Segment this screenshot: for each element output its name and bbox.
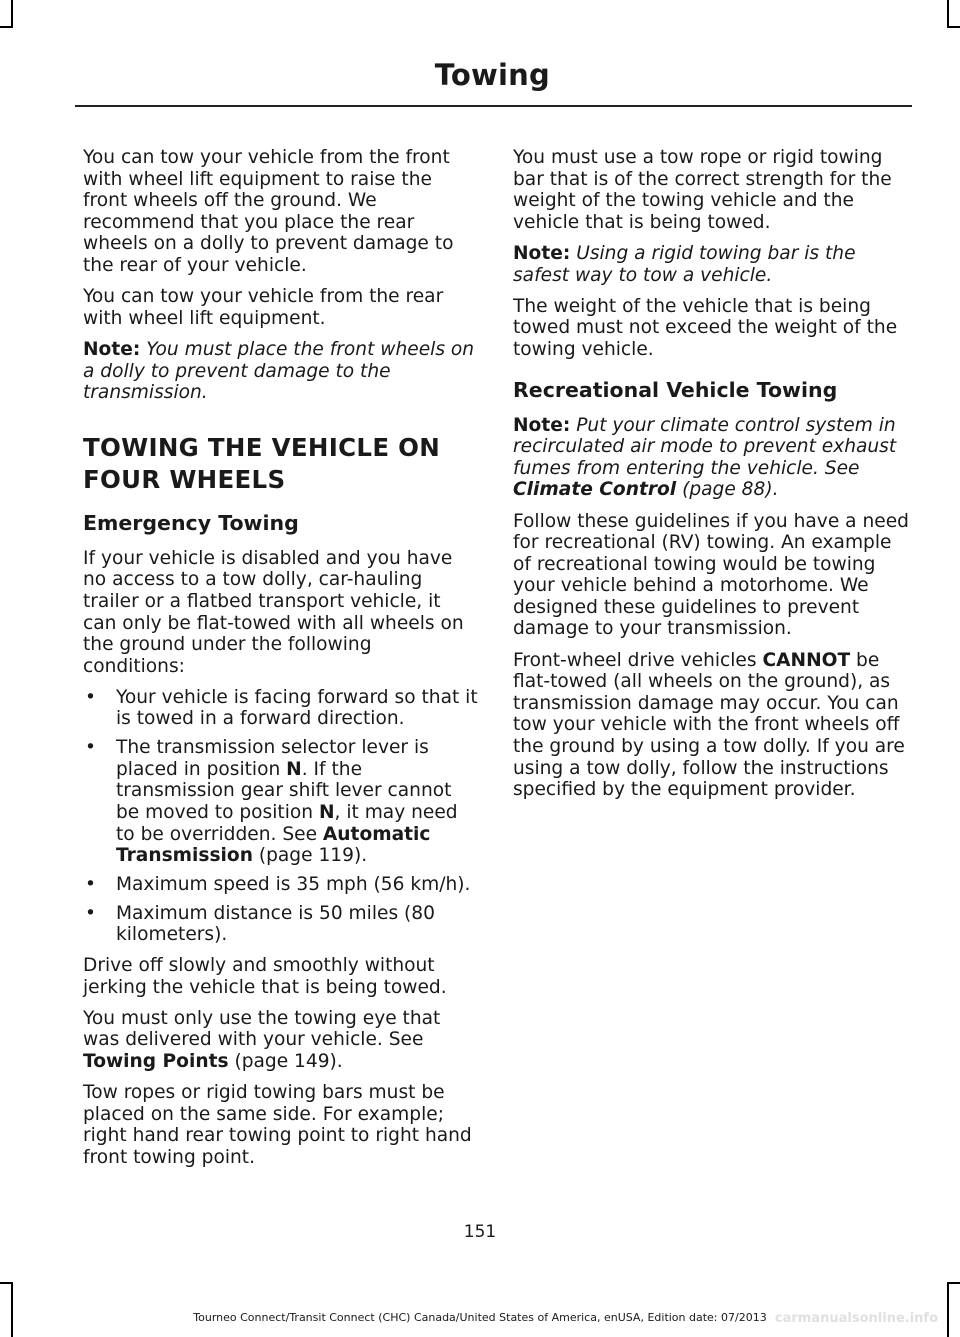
footer-text: Tourneo Connect/Transit Connect (CHC) Canada/United States of America, enUSA, Edition date: 07/2013	[193, 1311, 767, 1324]
paragraph: You must use a tow rope or rigid towing bar that is of the correct strength for the weight of the towing vehicle and the vehicle that is being towed.	[513, 147, 892, 233]
list-item	[83, 903, 478, 946]
list-item-text: Maximum speed is 35 mph (56 km/h).	[116, 874, 471, 895]
note	[513, 243, 913, 286]
list-item-text: The transmission selector lever is placed in position	[116, 737, 429, 780]
page-number: 151	[463, 1222, 497, 1242]
paragraph: Follow these guidelines if you have a need for recreational (RV) towing. An example of recreational towing would be towing your vehicle behind a motorhome. We designed these guidelines to prevent damage to your transmission.	[513, 510, 909, 640]
note	[513, 415, 913, 501]
list-item	[83, 874, 478, 896]
bullet: •	[85, 686, 96, 708]
bullet: •	[85, 874, 96, 895]
cross-reference-link[interactable]: Towing Points	[83, 1050, 229, 1072]
left-column	[83, 147, 478, 1178]
list-item-text: , it may need to be overridden. See	[116, 802, 458, 845]
list-item-text: Your vehicle is facing forward so that it is towed in a forward direction.	[116, 686, 478, 730]
crop-mark	[0, 26, 13, 28]
note-label: Note:	[513, 242, 571, 264]
crop-mark	[947, 0, 949, 26]
list-item	[83, 737, 478, 867]
emphasis: CANNOT	[762, 649, 851, 671]
crop-mark	[0, 1282, 13, 1284]
list-item	[83, 687, 478, 730]
right-column	[513, 147, 913, 810]
crop-mark	[11, 1282, 13, 1337]
paragraph: Tow ropes or rigid towing bars must be placed on the same side. For example; right hand rear towing point to right hand front towing point.	[83, 1082, 472, 1168]
paragraph-text: Front-wheel drive vehicles	[513, 649, 763, 671]
paragraph-text: You must only use the towing eye that was delivered with your vehicle. See	[83, 1007, 441, 1051]
paragraph: You can tow your vehicle from the front with wheel lift equipment to raise the front wheels off the ground. We recommend that you place the rear wheels on a dolly to prevent damage to the rear of your vehicle.	[83, 147, 454, 276]
crop-mark	[11, 0, 13, 26]
note	[83, 339, 478, 404]
note-text: Put your climate control system in recirculated air mode to prevent exhaust fumes from entering the vehicle. See	[513, 414, 897, 479]
paragraph	[83, 1008, 478, 1073]
paragraph: If your vehicle is disabled and you have no access to a tow dolly, car-hauling trailer or a flatbed transport vehicle, it can only be flat-towed with all wheels on the ground under the following conditions:	[83, 547, 464, 677]
page-reference: (page 149).	[228, 1050, 343, 1072]
paragraph	[513, 650, 913, 801]
note-text: Using a rigid towing bar is the safest way to tow a vehicle.	[513, 242, 856, 286]
section-heading: TOWING THE VEHICLE ON FOUR WHEELS	[83, 432, 441, 494]
page-reference: (page 119).	[252, 845, 368, 867]
cross-reference-link[interactable]: Climate Control	[513, 479, 677, 501]
paragraph: You can tow your vehicle from the rear with wheel lift equipment.	[83, 286, 444, 329]
crop-mark	[947, 26, 960, 28]
bullet: •	[85, 902, 96, 924]
page-title: Towing	[434, 58, 550, 92]
header-divider	[75, 105, 912, 107]
note-text: You must place the front wheels on a dolly to prevent damage to the transmission.	[83, 338, 475, 404]
list-item-text: . If the transmission gear shift lever cannot be moved to position	[116, 758, 452, 824]
page-reference: (page 88).	[676, 479, 779, 501]
subsection-heading: Recreational Vehicle Towing	[513, 377, 838, 402]
crop-mark	[947, 1282, 960, 1284]
list-item-text: Maximum distance is 50 miles (80 kilometers).	[116, 902, 435, 946]
paragraph-text: be flat-towed (all wheels on the ground), as transmission damage may occur. You can tow your vehicle with the front wheels off the ground by using a tow dolly. If you are using a tow dolly, follow the instructions specified by the equipment provider.	[513, 649, 905, 801]
gear-position: N	[318, 802, 335, 824]
subsection-heading: Emergency Towing	[83, 510, 299, 535]
bullet: •	[85, 737, 96, 759]
note-label: Note:	[83, 338, 141, 360]
watermark: carmanualsonline.info	[774, 1311, 938, 1326]
paragraph: Drive off slowly and smoothly without jerking the vehicle that is being towed.	[83, 954, 447, 998]
note-label: Note:	[513, 414, 571, 436]
cross-reference-link[interactable]: Automatic Transmission	[116, 823, 431, 867]
paragraph: The weight of the vehicle that is being towed must not exceed the weight of the towing vehicle.	[513, 295, 898, 360]
crop-mark	[947, 1282, 949, 1337]
gear-position: N	[286, 758, 302, 780]
